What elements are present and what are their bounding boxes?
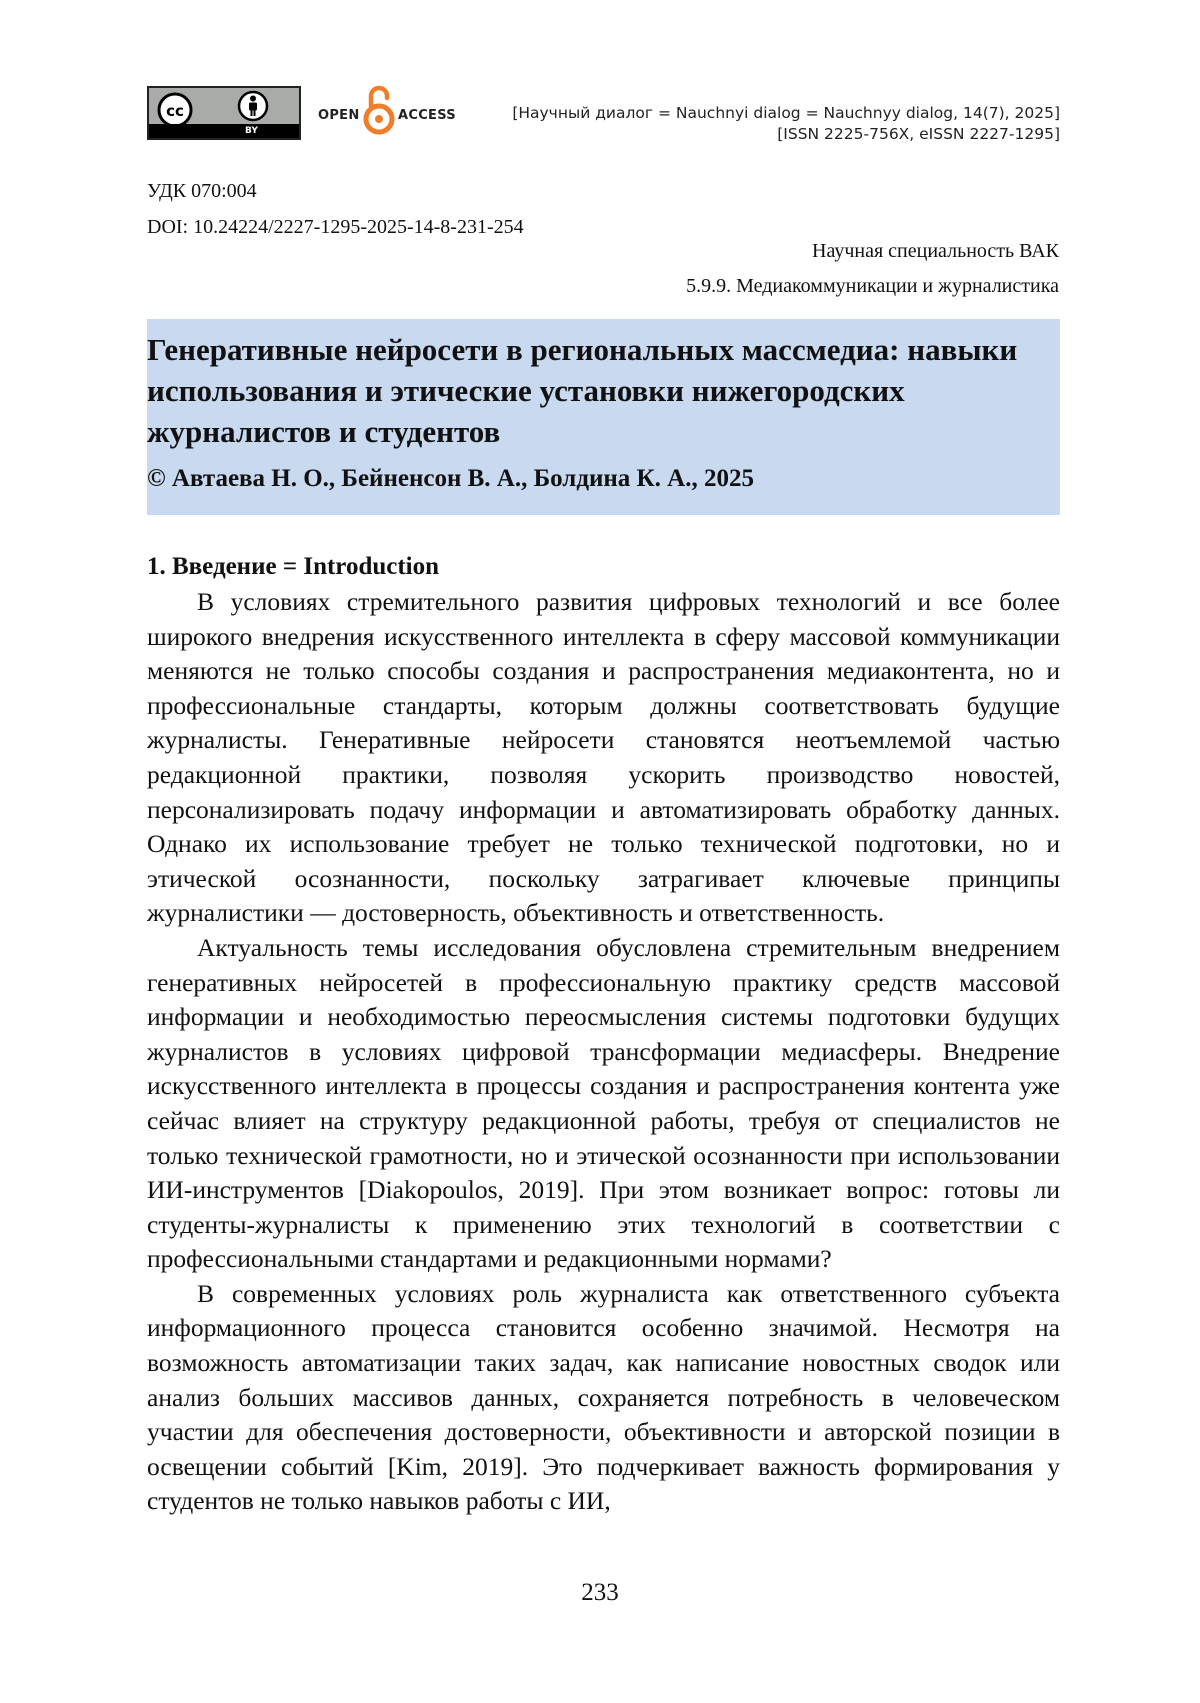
cc-by-license-badge[interactable] (147, 86, 301, 140)
open-access-logo[interactable] (318, 84, 464, 140)
by-strip (149, 124, 299, 138)
body-text (147, 585, 1060, 1519)
article-title: Генеративные нейросети в региональных массмедиа: навыки использования и этические установки нижегородских журналистов и студентов (147, 332, 1018, 449)
specialty-value: 5.9.9. Медиакоммуникации и журналистика (686, 275, 1059, 297)
journal-info (512, 103, 1060, 145)
paragraph: В современных условиях роль журналиста как ответственного субъекта информационного процесса становится особенно значимой. Несмотря на возможность автоматизации таких задач, как написание новостных сводок или анализ больших массивов данных, сохраняется потребность в человеческом участии для обеспечения достоверности, объективности и авторской позиции в освещении событий [Kim, 2019]. Это подчеркивает важность формирования у студентов не только навыков работы с ИИ, (147, 1278, 1060, 1516)
paragraph: В условиях стремительного развития цифровых технологий и все более широкого внедрения искусственного интеллекта в сферу массовой коммуникации меняются не только способы создания и распространения медиаконтента, но и профессиональные стандарты, которым должны соответствовать будущие журналисты. Генеративные нейросети становятся неотъемлемой частью редакционной практики, позволяя ускорить производство новостей, персонализировать подачу информации и автоматизировать обработку данных. Однако их использование требует не только технической подготовки, но и этической осознанности, поскольку затрагивает ключевые принципы журналистики — достоверность, объективность и ответственность. (147, 587, 1060, 928)
doi[interactable]: DOI: 10.24224/2227-1295-2025-14-8-231-254 (147, 216, 524, 238)
by-label: BY (245, 126, 258, 136)
specialty-label: Научная специальность ВАК (812, 240, 1059, 262)
udc-code: УДК 070:004 (147, 180, 257, 202)
specialty-info (686, 234, 1059, 304)
journal-issn: [ISSN 2225-756X, eISSN 2227-1295] (777, 125, 1060, 143)
article-authors: © Автаева Н. О., Бейненсон В. А., Болдина К. А., 2025 (147, 465, 754, 492)
title-block (147, 319, 1060, 515)
open-access-lock-icon (362, 84, 396, 136)
journal-citation: [Научный диалог = Nauchnyi dialog = Nauchnyy dialog, 14(7), 2025] (512, 104, 1060, 122)
page-number: 233 (581, 1579, 619, 1606)
svg-text:cc: cc (166, 102, 184, 120)
paragraph: Актуальность темы исследования обусловлена стремительным внедрением генеративных нейросетей в профессиональную практику средств массовой информации и необходимостью переосмысления системы подготовки будущих журналистов в условиях цифровой трансформации медиасферы. Внедрение искусственного интеллекта в процессы создания и распространения контента уже сейчас влияет на структуру редакционной работы, требуя от специалистов не только технической грамотности, но и этической осознанности при использовании ИИ-инструментов [Diakopoulos, 2019]. При этом возникает вопрос: готовы ли студенты-журналисты к применению этих технологий в соответствии с профессиональными стандартами и редакционными нормами? (147, 932, 1060, 1274)
article-identifiers (147, 173, 524, 245)
open-access-right-text: ACCESS (398, 108, 456, 123)
cc-icon (157, 92, 193, 128)
open-access-left-text: OPEN (318, 108, 360, 123)
person-icon (237, 90, 269, 122)
section-heading: 1. Введение = Introduction (147, 553, 440, 580)
